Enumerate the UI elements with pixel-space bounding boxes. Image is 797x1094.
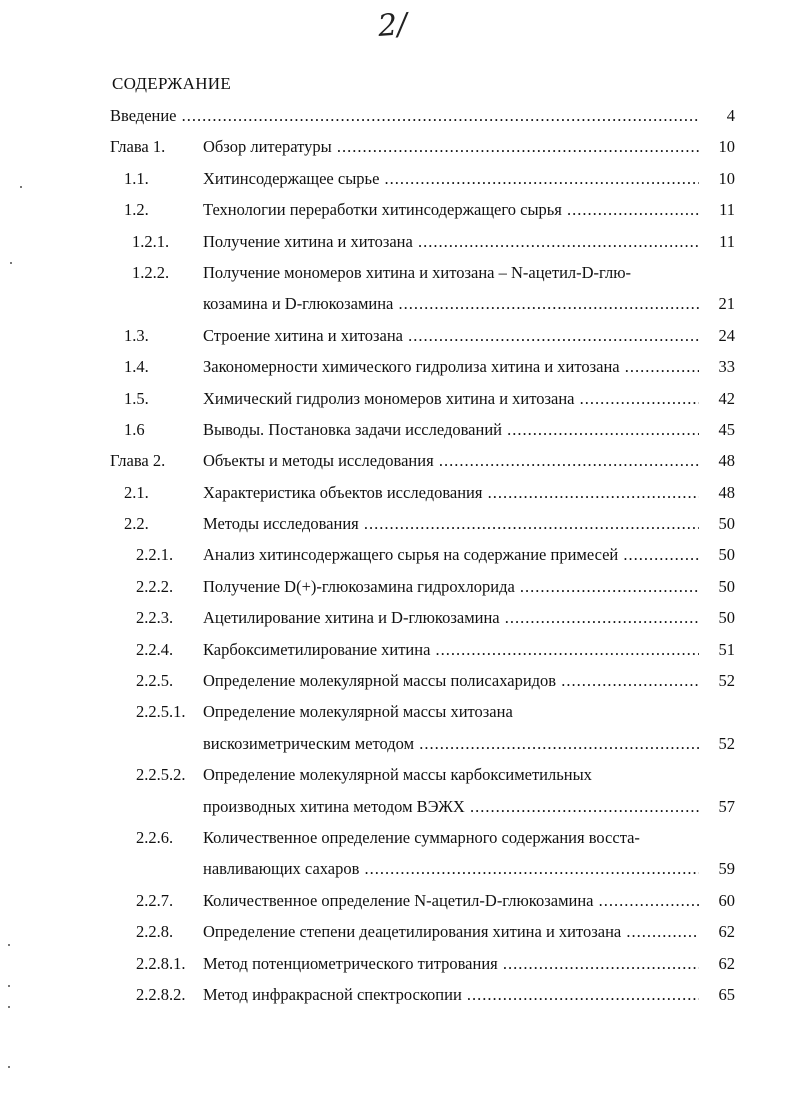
toc-entry-text: Определение степени деацетилирования хитина и хитозана .....	[203, 916, 699, 947]
toc-entry-text: Химический гидролиз мономеров хитина и хитозана .....	[203, 383, 699, 414]
toc-entry	[110, 257, 735, 288]
toc-entry	[110, 414, 735, 445]
toc-entry-page: 52	[718, 671, 735, 691]
toc-entry-text: Количественное определение N-ацетил-D-глюкозамина .....	[203, 885, 699, 916]
toc-entry-page: 62	[718, 922, 735, 942]
toc-entry	[110, 602, 735, 633]
toc-entry-number: 2.2.8.1.	[136, 953, 186, 973]
toc-entry-page: 48	[718, 451, 735, 471]
toc-entry-number: 1.2.	[124, 200, 149, 220]
toc-entry	[110, 634, 735, 665]
toc-entry-text: Количественное определение суммарного содержания восста-	[203, 827, 640, 847]
toc-entry-number: 2.2.7.	[136, 890, 174, 910]
toc-entry-number: Глава 1.	[110, 137, 166, 157]
toc-entry-page: 10	[718, 137, 735, 157]
toc-entry-page: 51	[718, 639, 735, 659]
toc-entry-number: 1.4.	[124, 357, 149, 377]
toc-entry	[110, 383, 735, 414]
toc-entry-page: 52	[718, 733, 735, 753]
toc-entry-number: 2.2.3.	[136, 608, 174, 628]
toc-entry-page: 24	[718, 325, 735, 345]
toc-entry-page: 50	[718, 576, 735, 596]
toc-entry-page: 11	[719, 231, 735, 251]
toc-entry-text: Получение мономеров хитина и хитозана – N-ацетил-D-глю-	[203, 262, 632, 282]
toc-entry-text: Обзор литературы .....	[203, 131, 699, 162]
toc-entry	[110, 163, 735, 194]
toc-entry-chapter-2	[110, 445, 735, 476]
toc-entry	[110, 571, 735, 602]
toc-entry-text: Карбоксиметилирование хитина .....	[203, 634, 699, 665]
toc-entry-number: 1.2.2.	[132, 262, 170, 282]
toc-entry-intro	[110, 100, 735, 131]
toc-entry-text: Строение хитина и хитозана .....	[203, 320, 699, 351]
table-of-contents	[110, 100, 735, 1010]
toc-entry-page: 42	[718, 388, 735, 408]
scan-speck	[8, 1066, 10, 1068]
toc-entry-number: 2.1.	[124, 482, 149, 502]
toc-entry-text: Хитинсодержащее сырье .....	[203, 163, 699, 194]
toc-entry-page: 57	[718, 796, 735, 816]
toc-entry-text: Метод инфракрасной спектроскопии .....	[203, 979, 699, 1010]
toc-entry	[110, 759, 735, 790]
toc-entry	[110, 226, 735, 257]
toc-entry	[110, 916, 735, 947]
toc-entry-number: 2.2.4.	[136, 639, 174, 659]
toc-entry-number: 2.2.8.	[136, 922, 174, 942]
toc-entry-page: 50	[718, 608, 735, 628]
toc-entry-continuation	[110, 791, 735, 822]
toc-entry-page: 33	[718, 357, 735, 377]
toc-entry-number: 1.5.	[124, 388, 149, 408]
toc-entry	[110, 320, 735, 351]
toc-entry-text: Получение D(+)-глюкозамина гидрохлорида .....	[203, 571, 699, 602]
toc-entry-number: 1.3.	[124, 325, 149, 345]
toc-entry	[110, 979, 735, 1010]
toc-entry	[110, 508, 735, 539]
toc-entry-number: 2.2.6.	[136, 827, 174, 847]
toc-entry-text: Определение молекулярной массы полисахаридов .....	[203, 665, 699, 696]
scan-speck	[8, 1006, 10, 1008]
scan-speck	[10, 262, 12, 264]
toc-entry-page: 21	[718, 294, 735, 314]
toc-entry-text: Определение молекулярной массы хитозана	[203, 702, 513, 722]
toc-entry-page: 59	[718, 859, 735, 879]
toc-entry-chapter-1	[110, 131, 735, 162]
toc-entry-text: Получение хитина и хитозана .....	[203, 226, 699, 257]
toc-entry-page: 4	[726, 106, 735, 125]
toc-entry-text-continued: производных хитина методом ВЭЖХ .....	[203, 791, 699, 822]
toc-entry	[110, 194, 735, 225]
toc-entry	[110, 948, 735, 979]
toc-entry-number: 1.6	[124, 419, 145, 439]
toc-entry-text: Определение молекулярной массы карбоксиметильных	[203, 765, 592, 785]
toc-entry-text-continued: вискозиметрическим методом .....	[203, 728, 699, 759]
toc-entry-page: 10	[718, 168, 735, 188]
toc-entry-number: Глава 2.	[110, 451, 166, 471]
toc-entry-text: Ацетилирование хитина и D-глюкозамина .....	[203, 602, 699, 633]
toc-entry-number: 2.2.1.	[136, 545, 174, 565]
toc-entry-text: Объекты и методы исследования .....	[203, 445, 699, 476]
toc-entry-number: 2.2.5.1.	[136, 702, 186, 722]
toc-entry-number: 1.2.1.	[132, 231, 170, 251]
toc-entry-page: 50	[718, 545, 735, 565]
toc-entry-page: 60	[718, 890, 735, 910]
scan-speck	[20, 186, 22, 188]
toc-entry-text: Закономерности химического гидролиза хитина и хитозана .....	[203, 351, 699, 382]
toc-entry-number: 2.2.8.2.	[136, 984, 186, 1004]
toc-entry-page: 65	[718, 984, 735, 1004]
toc-entry-text: Анализ хитинсодержащего сырья на содержание примесей .....	[203, 539, 699, 570]
toc-entry-number: 1.1.	[124, 168, 149, 188]
toc-entry-page: 62	[718, 953, 735, 973]
toc-entry-text: Технологии переработки хитинсодержащего сырья .....	[203, 194, 699, 225]
toc-entry-page: 45	[718, 419, 735, 439]
toc-entry-text: Метод потенциометрического титрования .....	[203, 948, 699, 979]
toc-entry	[110, 539, 735, 570]
toc-entry-continuation	[110, 853, 735, 884]
toc-entry-number: 2.2.	[124, 514, 149, 534]
toc-entry	[110, 351, 735, 382]
toc-entry-continuation	[110, 288, 735, 319]
toc-entry	[110, 885, 735, 916]
toc-entry-number: 2.2.5.2.	[136, 765, 186, 785]
toc-entry-number: 2.2.2.	[136, 576, 174, 596]
scan-speck	[8, 944, 10, 946]
toc-entry-text: Характеристика объектов исследования .....	[203, 477, 699, 508]
toc-entry-page: 50	[718, 514, 735, 534]
toc-entry-text: Введение .....	[110, 100, 699, 131]
toc-entry	[110, 696, 735, 727]
toc-title: СОДЕРЖАНИЕ	[112, 74, 232, 93]
toc-entry	[110, 665, 735, 696]
scan-speck	[8, 985, 10, 987]
toc-entry-text-continued: козамина и D-глюкозамина .....	[203, 288, 699, 319]
toc-entry	[110, 822, 735, 853]
toc-entry-page: 11	[719, 200, 735, 220]
toc-entry-continuation	[110, 728, 735, 759]
toc-entry-page: 48	[718, 482, 735, 502]
handwritten-page-number: 2/	[376, 7, 409, 44]
toc-entry-text: Методы исследования .....	[203, 508, 699, 539]
toc-entry-text: Выводы. Постановка задачи исследований .....	[203, 414, 699, 445]
toc-entry-text-continued: навливающих сахаров .....	[203, 853, 699, 884]
toc-entry	[110, 477, 735, 508]
toc-entry-number: 2.2.5.	[136, 671, 174, 691]
